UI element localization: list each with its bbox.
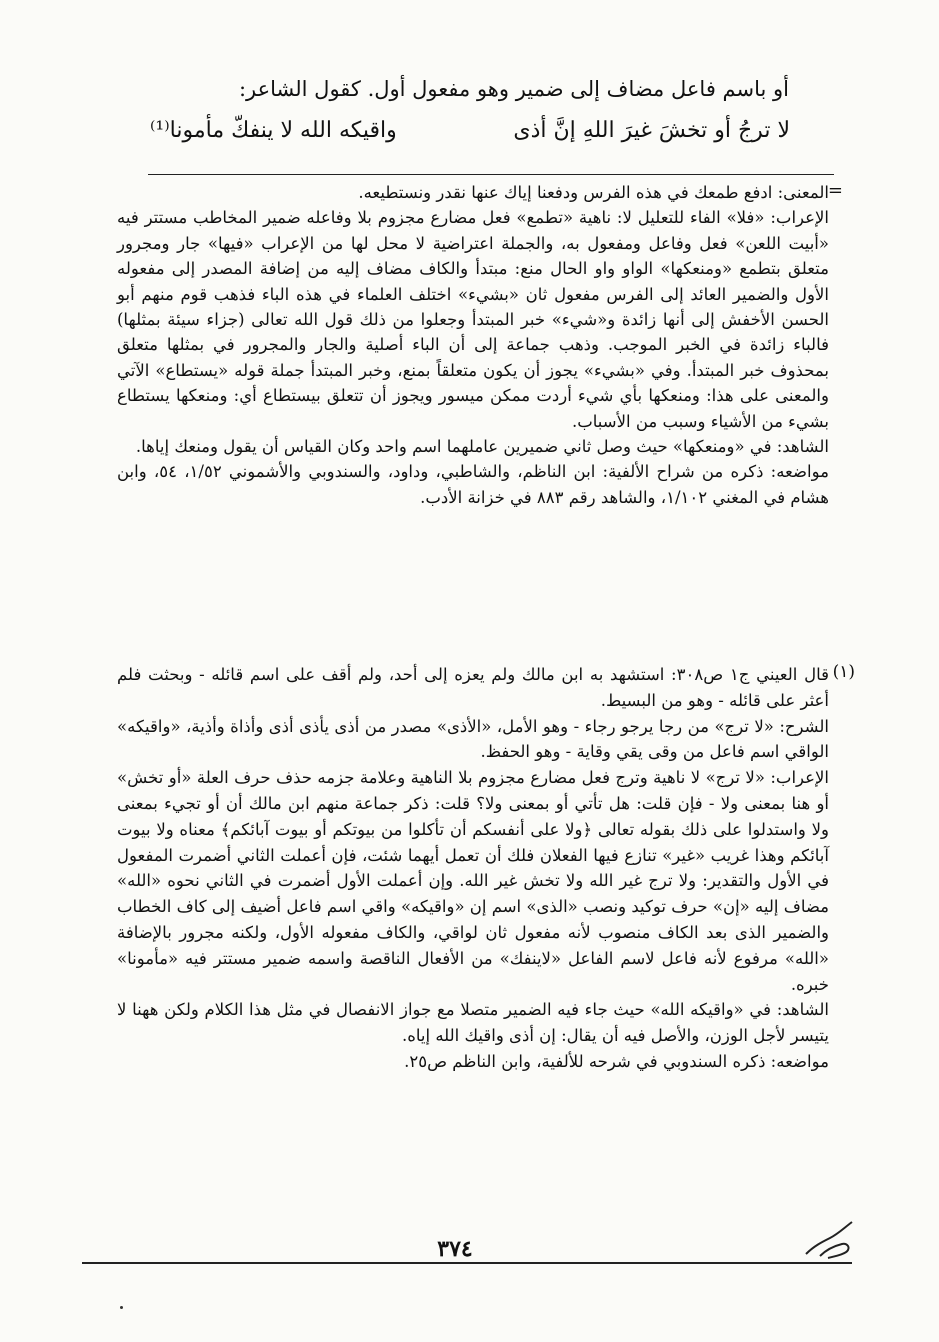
signature-icon [800,1216,860,1266]
footnote-sources: مواضعه: ذكره السندوبي في شرحه للألفية، وابن الناظم ص٢٥. [404,1051,829,1071]
page-number: ٣٧٤ [437,1236,473,1262]
footnote-evidence: الشاهد: في «واقيكه الله» حيث جاء فيه الضمير متصلا مع جواز الانفصال في مثل هذا الكلام ولكن ههنا لا يتيسر لأجل الوزن، والأصل فيه أن يقال: إن أذى واقيك الله إياه. [117,1000,829,1046]
verse-first-hemistich: لا ترجُ أو تخشَ غيرَ اللهِ إنَّ أذى [513,118,790,143]
footnote-separator-rule [148,174,834,175]
continuation-mark: = [827,180,843,201]
sources-paragraph: مواضعه: ذكره من شراح الألفية: ابن الناظم، والشاطبي، وداود، والسندوبي والأشموني ١/٥٢، ٥٤، وابن هشام في المغني ١/١٠٢، والشاهد رقم ٨٨٣ في خزانة الأدب. [117,462,829,507]
verse-second-hemistich: واقيكه الله لا ينفكّ مأمونا⁽¹⁾ [150,118,397,143]
footnote-block [117,662,829,1075]
intro-line: أو باسم فاعل مضاف إلى ضمير وهو مفعول أول. كقول الشاعر: [238,77,789,101]
poetry-verse [150,118,790,158]
footnote-attribution: قال العيني ج١ ص٣٠٨: استشهد به ابن مالك ولم يعزه إلى أحد، ولم أقف على اسم قائله - وبحثت فلم أعثر على قائله - وهو من البسيط. [117,665,829,710]
speck [120,1306,123,1309]
footnote-number: (١) [832,662,855,682]
footnote-explanation: الشرح: «لا ترج» من رجا يرجو رجاء - وهو الأمل، «الأذى» مصدر من أذى يأذى أذى وأذاة وأذية، «واقيكه» الواقي اسم فاعل من وقى يقي وقاية - وهو الحفظ. [117,716,829,762]
commentary-block [117,180,829,510]
meaning-paragraph: المعنى: ادفع طمعك في هذه الفرس ودفعنا إياك عنها نقدر ونستطيعه. [358,183,829,202]
page-bottom-rule [82,1262,852,1264]
parsing-paragraph: الإعراب: «فلا» الفاء للتعليل لا: ناهية «تطمع» فعل مضارع مجزوم بلا وفاعله ضمير المخاطب مستتر فيه «أبيت اللعن» فعل وفاعل ومفعول به، والجملة اعتراضية لا محل لها من الإعراب «فيها» جار ومجرور متعلق بتطمع «ومنعكها» الواو واو الحال منع: مبتدأ والكاف مضاف إليه من إضافة المصدر إلى مفعوله الأول والضمير العائد إلى الفرس مفعول ثان «بشيء» اختلف العلماء في هذه الباء فذهب قوم منهم أبو الحسن الأخفش إلى أنها زائدة و«شيء» خبر المبتدأ وجعلوا من ذلك قول الله تعالى (جزاء سيئة بمثلها) فالباء زائدة في الخبر الموجب. وذهب جماعة إلى أن الباء أصلية والجار والمجرور في بمثلها متعلق بمحذوف خبر المبتدأ. وفي «بشيء» يجوز أن يكون متعلقاً بمنع، وخبر المبتدأ جملة قوله «يستطاع» الآتي والمعنى على هذا: ومنعكها بأي شيء أردت ممكن ميسور ويجوز أن تتعلق بيستطاع أي: ومنعكها يستطاع بشيء من الأشياء وسبب من الأسباب. [117,208,829,431]
footnote-parsing: الإعراب: «لا ترج» لا ناهية وترج فعل مضارع مجزوم بلا الناهية وعلامة جزمه حذف حرف العلة «أو تخش» أو هنا بمعنى ولا - فإن قلت: هل تأتي أو بمعنى ولا؟ قلت: ذكر جماعة منهم ابن مالك أن أو تجيء بمعنى ولا واستدلوا على ذلك بقوله تعالى ﴿ولا على أنفسكم أن تأكلوا من بيوتكم أو بيوت آبائكم﴾ معناه ولا بيوت آبائكم وهذا غريب «غير» تنازع فيها الفعلان فلك أن تعمل أيهما شئت، فإن أعملت الثاني أضمرت المفعول في الأول والتقدير: ولا ترج غير الله ولا تخش غير الله. وإن أعملت الأول أضمرت في الثاني نحوه «الله» مضاف إليه «إن» حرف توكيد ونصب «الذى» اسم إن «واقيكه» واقي اسم فاعل أضيف إلى كاف الخطاب والضمير الذى بعد الكاف منصوب لأنه مفعول ثان لواقي، والكاف مفعوله الأول، ولكنه مجرور بالإضافة «الله» مرفوع لأنه فاعل لاسم الفاعل «لاينفك» من الأفعال الناقصة واسمه ضمير مستتر فيه «مأمونا» خبره. [117,768,829,994]
evidence-paragraph: الشاهد: في «ومنعكها» حيث وصل ثاني ضميرين عاملهما اسم واحد وكان القياس أن يقول ومنعك إياها. [135,437,829,457]
